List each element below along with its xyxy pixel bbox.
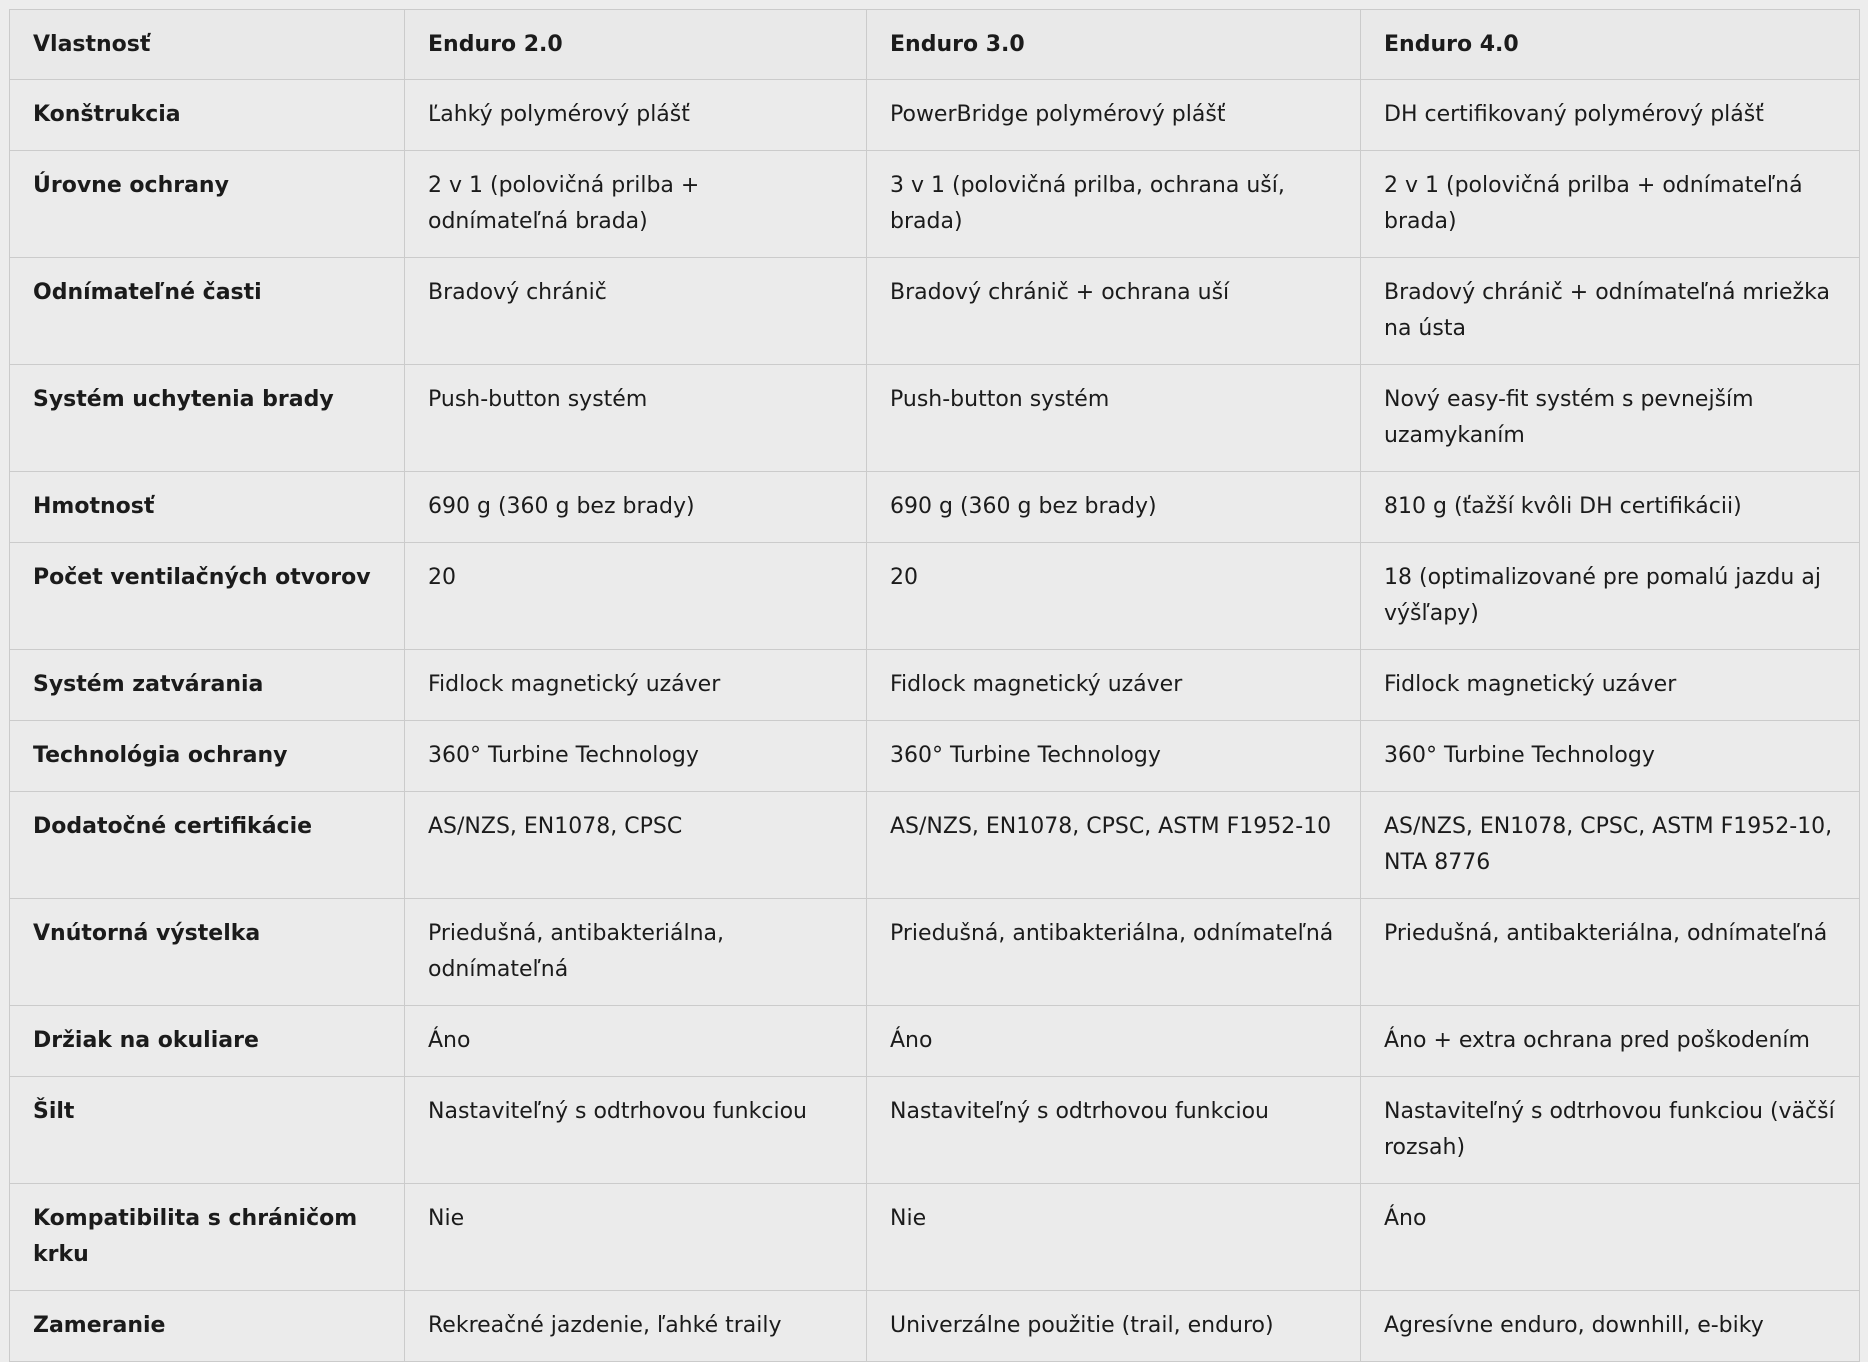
table-row xyxy=(10,1184,1860,1291)
property-cell: Vnútorná výstelka xyxy=(10,899,405,1006)
value-cell-enduro-2: Rekreačné jazdenie, ľahké traily xyxy=(405,1291,867,1362)
table-row xyxy=(10,792,1860,899)
value-cell-enduro-4: Nový easy-fit systém s pevnejším uzamykaním xyxy=(1361,365,1860,472)
value-cell-enduro-2: Áno xyxy=(405,1006,867,1077)
property-cell: Odnímateľné časti xyxy=(10,258,405,365)
value-cell-enduro-3: Nastaviteľný s odtrhovou funkciou xyxy=(867,1077,1361,1184)
value-cell-enduro-3: AS/NZS, EN1078, CPSC, ASTM F1952-10 xyxy=(867,792,1361,899)
value-cell-enduro-3: 690 g (360 g bez brady) xyxy=(867,472,1361,543)
value-cell-enduro-3: Áno xyxy=(867,1006,1361,1077)
table-body xyxy=(10,80,1860,1362)
table-row xyxy=(10,365,1860,472)
table-row xyxy=(10,543,1860,650)
header-row xyxy=(10,10,1860,80)
value-cell-enduro-3: Univerzálne použitie (trail, enduro) xyxy=(867,1291,1361,1362)
table-row xyxy=(10,472,1860,543)
value-cell-enduro-4: Bradový chránič + odnímateľná mriežka na ústa xyxy=(1361,258,1860,365)
property-cell: Dodatočné certifikácie xyxy=(10,792,405,899)
table-row xyxy=(10,650,1860,721)
header-cell-enduro-4: Enduro 4.0 xyxy=(1361,10,1860,80)
value-cell-enduro-4: Áno + extra ochrana pred poškodením xyxy=(1361,1006,1860,1077)
value-cell-enduro-2: AS/NZS, EN1078, CPSC xyxy=(405,792,867,899)
property-cell: Kompatibilita s chráničom krku xyxy=(10,1184,405,1291)
header-cell-property: Vlastnosť xyxy=(10,10,405,80)
value-cell-enduro-4: AS/NZS, EN1078, CPSC, ASTM F1952-10, NTA 8776 xyxy=(1361,792,1860,899)
value-cell-enduro-2: Bradový chránič xyxy=(405,258,867,365)
value-cell-enduro-2: Priedušná, antibakteriálna, odnímateľná xyxy=(405,899,867,1006)
property-cell: Systém uchytenia brady xyxy=(10,365,405,472)
value-cell-enduro-4: 360° Turbine Technology xyxy=(1361,721,1860,792)
header-cell-enduro-2: Enduro 2.0 xyxy=(405,10,867,80)
value-cell-enduro-2: 20 xyxy=(405,543,867,650)
value-cell-enduro-4: Priedušná, antibakteriálna, odnímateľná xyxy=(1361,899,1860,1006)
value-cell-enduro-3: 20 xyxy=(867,543,1361,650)
property-cell: Šilt xyxy=(10,1077,405,1184)
value-cell-enduro-2: Nastaviteľný s odtrhovou funkciou xyxy=(405,1077,867,1184)
value-cell-enduro-3: Fidlock magnetický uzáver xyxy=(867,650,1361,721)
value-cell-enduro-2: Push-button systém xyxy=(405,365,867,472)
property-cell: Hmotnosť xyxy=(10,472,405,543)
value-cell-enduro-3: Priedušná, antibakteriálna, odnímateľná xyxy=(867,899,1361,1006)
property-cell: Úrovne ochrany xyxy=(10,151,405,258)
table-row xyxy=(10,899,1860,1006)
table-row xyxy=(10,721,1860,792)
table-row xyxy=(10,1077,1860,1184)
value-cell-enduro-4: Nastaviteľný s odtrhovou funkciou (väčší rozsah) xyxy=(1361,1077,1860,1184)
property-cell: Technológia ochrany xyxy=(10,721,405,792)
table-header xyxy=(10,10,1860,80)
value-cell-enduro-4: 18 (optimalizované pre pomalú jazdu aj výšľapy) xyxy=(1361,543,1860,650)
value-cell-enduro-2: 360° Turbine Technology xyxy=(405,721,867,792)
value-cell-enduro-4: Áno xyxy=(1361,1184,1860,1291)
comparison-table-container xyxy=(9,9,1859,1362)
property-cell: Zameranie xyxy=(10,1291,405,1362)
value-cell-enduro-3: PowerBridge polymérový plášť xyxy=(867,80,1361,151)
table-row xyxy=(10,151,1860,258)
value-cell-enduro-2: Ľahký polymérový plášť xyxy=(405,80,867,151)
value-cell-enduro-4: 810 g (ťažší kvôli DH certifikácii) xyxy=(1361,472,1860,543)
value-cell-enduro-3: 360° Turbine Technology xyxy=(867,721,1361,792)
table-row xyxy=(10,258,1860,365)
table-row xyxy=(10,1006,1860,1077)
property-cell: Konštrukcia xyxy=(10,80,405,151)
helmet-comparison-table xyxy=(9,9,1860,1362)
value-cell-enduro-3: Bradový chránič + ochrana uší xyxy=(867,258,1361,365)
value-cell-enduro-2: Fidlock magnetický uzáver xyxy=(405,650,867,721)
value-cell-enduro-2: 2 v 1 (polovičná prilba + odnímateľná brada) xyxy=(405,151,867,258)
value-cell-enduro-4: Agresívne enduro, downhill, e-biky xyxy=(1361,1291,1860,1362)
property-cell: Držiak na okuliare xyxy=(10,1006,405,1077)
value-cell-enduro-3: 3 v 1 (polovičná prilba, ochrana uší, brada) xyxy=(867,151,1361,258)
value-cell-enduro-2: Nie xyxy=(405,1184,867,1291)
property-cell: Systém zatvárania xyxy=(10,650,405,721)
table-row xyxy=(10,80,1860,151)
value-cell-enduro-2: 690 g (360 g bez brady) xyxy=(405,472,867,543)
property-cell: Počet ventilačných otvorov xyxy=(10,543,405,650)
value-cell-enduro-4: 2 v 1 (polovičná prilba + odnímateľná brada) xyxy=(1361,151,1860,258)
header-cell-enduro-3: Enduro 3.0 xyxy=(867,10,1361,80)
value-cell-enduro-4: Fidlock magnetický uzáver xyxy=(1361,650,1860,721)
value-cell-enduro-3: Nie xyxy=(867,1184,1361,1291)
value-cell-enduro-4: DH certifikovaný polymérový plášť xyxy=(1361,80,1860,151)
value-cell-enduro-3: Push-button systém xyxy=(867,365,1361,472)
table-row xyxy=(10,1291,1860,1362)
